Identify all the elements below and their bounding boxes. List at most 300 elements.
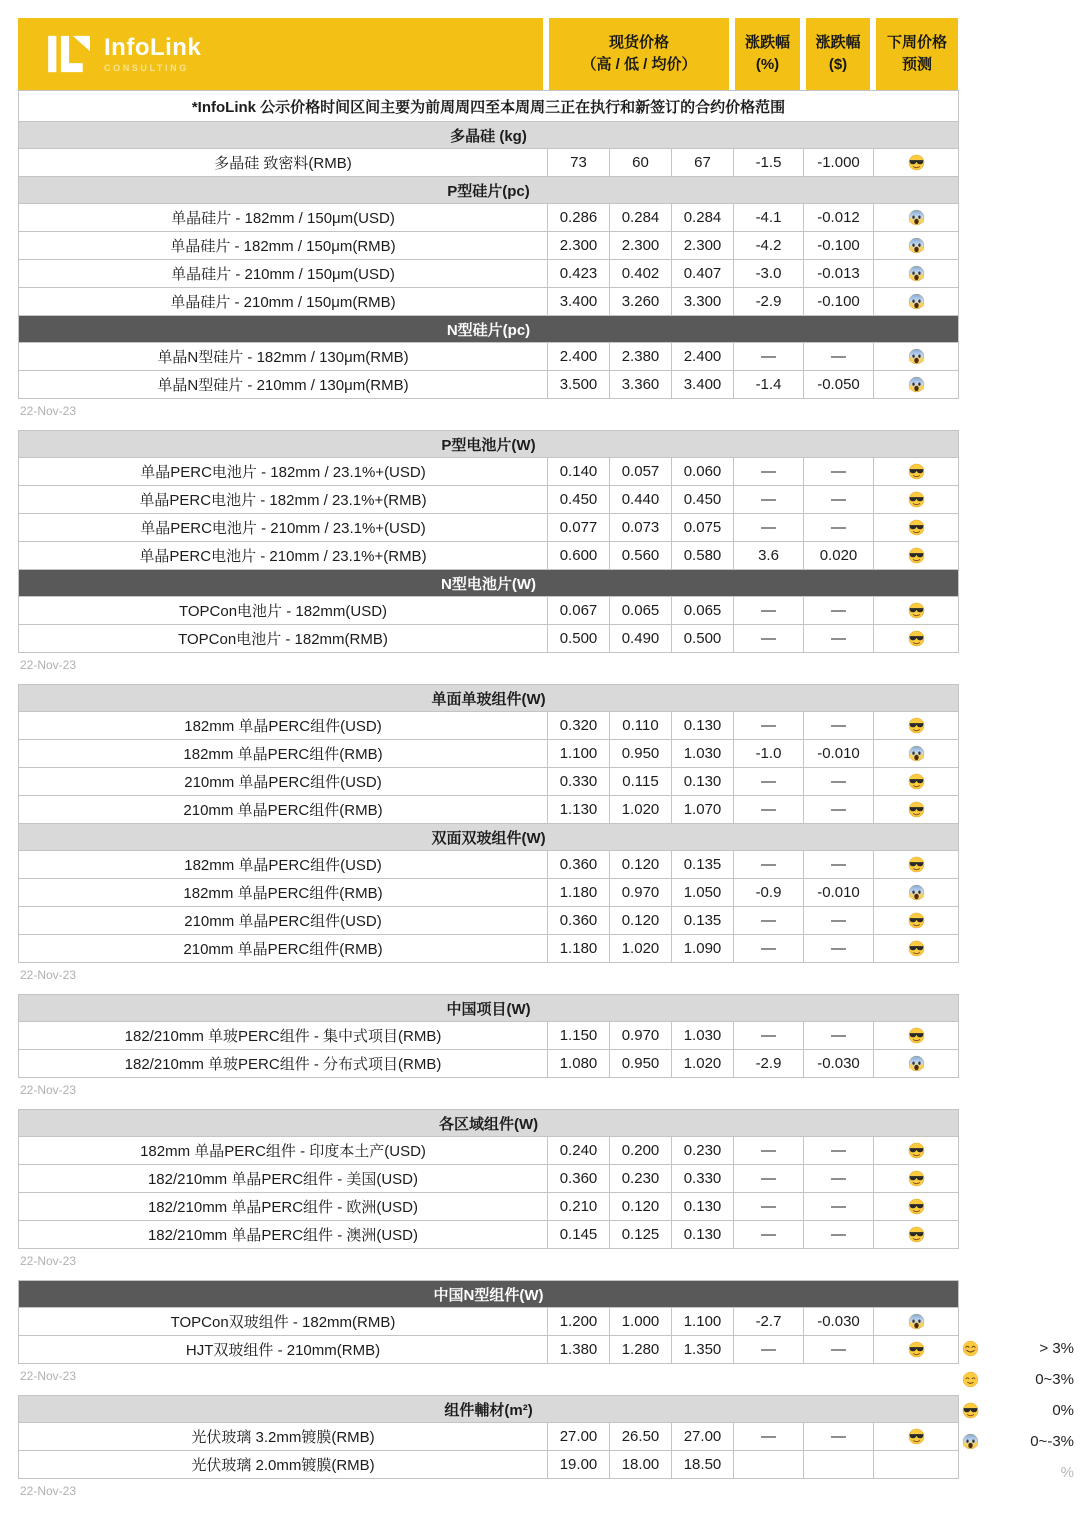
legend-label: 0~-3%	[1030, 1433, 1074, 1450]
price-low: 0.970	[610, 879, 672, 907]
price-avg: 0.330	[672, 1165, 734, 1193]
price-table-block-5	[18, 1109, 959, 1249]
forecast-cell	[874, 486, 959, 514]
change-usd: —	[804, 343, 874, 371]
forecast-cell	[874, 1451, 959, 1479]
sunglasses-emoji-icon	[908, 1170, 925, 1187]
price-row	[19, 204, 959, 232]
price-avg: 0.130	[672, 712, 734, 740]
product-label: 210mm 单晶PERC组件(USD)	[19, 907, 548, 935]
change-usd: -0.100	[804, 288, 874, 316]
legend-label: 0%	[1052, 1402, 1074, 1419]
price-row	[19, 458, 959, 486]
price-high: 3.500	[548, 371, 610, 399]
price-high: 19.00	[548, 1451, 610, 1479]
product-label: 210mm 单晶PERC组件(RMB)	[19, 796, 548, 824]
change-pct: —	[734, 1336, 804, 1364]
price-row	[19, 371, 959, 399]
price-row	[19, 1022, 959, 1050]
price-low: 0.110	[610, 712, 672, 740]
price-avg: 2.400	[672, 343, 734, 371]
price-avg: 0.407	[672, 260, 734, 288]
change-pct: 3.6	[734, 542, 804, 570]
price-row	[19, 1308, 959, 1336]
price-avg: 1.020	[672, 1050, 734, 1078]
change-pct: —	[734, 1137, 804, 1165]
date-label: 22-Nov-23	[20, 1369, 77, 1383]
change-pct: -2.9	[734, 1050, 804, 1078]
product-label: 单晶硅片 - 210mm / 150μm(RMB)	[19, 288, 548, 316]
forecast-cell	[874, 907, 959, 935]
price-avg: 1.050	[672, 879, 734, 907]
forecast-cell	[874, 1336, 959, 1364]
price-row	[19, 288, 959, 316]
col-header-usd-line1: 涨跌幅	[815, 33, 861, 51]
section-header-row	[19, 431, 959, 458]
change-usd: —	[804, 1022, 874, 1050]
product-label: 210mm 单晶PERC组件(RMB)	[19, 935, 548, 963]
forecast-cell	[874, 597, 959, 625]
price-high: 2.300	[548, 232, 610, 260]
price-avg: 27.00	[672, 1423, 734, 1451]
price-row	[19, 935, 959, 963]
change-pct: —	[734, 907, 804, 935]
price-high: 0.360	[548, 851, 610, 879]
price-avg: 1.350	[672, 1336, 734, 1364]
change-pct: -2.7	[734, 1308, 804, 1336]
price-high: 1.200	[548, 1308, 610, 1336]
price-row	[19, 232, 959, 260]
legend-item	[962, 1395, 1074, 1426]
section-header-row	[19, 122, 959, 149]
col-header-forecast	[876, 18, 958, 90]
section-header: 单面单玻组件(W)	[19, 685, 959, 712]
sunglasses-emoji-icon	[908, 1341, 925, 1358]
col-header-spot-price	[549, 18, 729, 90]
price-avg: 18.50	[672, 1451, 734, 1479]
price-avg: 1.070	[672, 796, 734, 824]
legend-label: 0~3%	[1035, 1371, 1074, 1388]
price-low: 1.020	[610, 796, 672, 824]
price-high: 2.400	[548, 343, 610, 371]
price-high: 1.150	[548, 1022, 610, 1050]
change-usd: -0.012	[804, 204, 874, 232]
logo-subtext: CONSULTING	[104, 62, 189, 73]
section-header-row	[19, 1396, 959, 1423]
product-label: 182/210mm 单晶PERC组件 - 美国(USD)	[19, 1165, 548, 1193]
change-usd: —	[804, 796, 874, 824]
scream-emoji-icon-wrap	[962, 1432, 981, 1451]
product-label: TOPCon电池片 - 182mm(RMB)	[19, 625, 548, 653]
price-avg: 0.065	[672, 597, 734, 625]
change-pct: —	[734, 343, 804, 371]
price-avg: 3.300	[672, 288, 734, 316]
sunglasses-emoji-icon	[908, 912, 925, 929]
section-header: P型硅片(pc)	[19, 177, 959, 204]
price-avg: 0.284	[672, 204, 734, 232]
price-high: 3.400	[548, 288, 610, 316]
section-header-row	[19, 1110, 959, 1137]
price-avg: 0.060	[672, 458, 734, 486]
table-header-banner	[18, 18, 958, 90]
change-pct: -1.4	[734, 371, 804, 399]
product-label: 单晶N型硅片 - 210mm / 130μm(RMB)	[19, 371, 548, 399]
price-high: 0.500	[548, 625, 610, 653]
product-label: 182/210mm 单玻PERC组件 - 分布式项目(RMB)	[19, 1050, 548, 1078]
section-header: 中国N型组件(W)	[19, 1281, 959, 1308]
change-usd: —	[804, 1423, 874, 1451]
price-row	[19, 1137, 959, 1165]
change-pct: -1.5	[734, 149, 804, 177]
price-row	[19, 1336, 959, 1364]
price-low: 0.120	[610, 851, 672, 879]
price-low: 0.200	[610, 1137, 672, 1165]
product-label: 单晶硅片 - 182mm / 150μm(USD)	[19, 204, 548, 232]
price-low: 26.50	[610, 1423, 672, 1451]
price-row	[19, 851, 959, 879]
price-high: 27.00	[548, 1423, 610, 1451]
price-avg: 1.090	[672, 935, 734, 963]
forecast-cell	[874, 1050, 959, 1078]
scream-emoji-icon	[908, 1313, 925, 1330]
price-avg: 0.130	[672, 1221, 734, 1249]
price-high: 0.145	[548, 1221, 610, 1249]
change-pct: —	[734, 1221, 804, 1249]
price-row	[19, 768, 959, 796]
product-label: TOPCon双玻组件 - 182mm(RMB)	[19, 1308, 548, 1336]
price-low: 2.300	[610, 232, 672, 260]
col-header-change-usd	[806, 18, 870, 90]
forecast-cell	[874, 1165, 959, 1193]
sunglasses-emoji-icon	[962, 1402, 979, 1419]
price-high: 1.100	[548, 740, 610, 768]
change-pct: -4.2	[734, 232, 804, 260]
section-header-row	[19, 177, 959, 204]
price-low: 0.970	[610, 1022, 672, 1050]
forecast-cell	[874, 232, 959, 260]
price-row	[19, 1221, 959, 1249]
legend-item	[962, 1333, 1074, 1364]
section-header-row	[19, 824, 959, 851]
price-low: 0.402	[610, 260, 672, 288]
product-label: 182mm 单晶PERC组件(RMB)	[19, 740, 548, 768]
forecast-cell	[874, 1022, 959, 1050]
price-row	[19, 740, 959, 768]
change-pct: -4.1	[734, 204, 804, 232]
price-low: 0.230	[610, 1165, 672, 1193]
product-label: 182mm 单晶PERC组件(RMB)	[19, 879, 548, 907]
price-low: 0.120	[610, 1193, 672, 1221]
section-header: N型电池片(W)	[19, 570, 959, 597]
change-usd: —	[804, 1165, 874, 1193]
forecast-cell	[874, 343, 959, 371]
change-usd: —	[804, 935, 874, 963]
sunglasses-emoji-icon	[908, 1198, 925, 1215]
price-row	[19, 1165, 959, 1193]
change-pct	[734, 1451, 804, 1479]
smile-emoji-icon-wrap	[962, 1339, 981, 1358]
price-row	[19, 260, 959, 288]
scream-emoji-icon	[908, 348, 925, 365]
change-usd: -0.010	[804, 740, 874, 768]
price-row	[19, 879, 959, 907]
product-label: 单晶硅片 - 182mm / 150μm(RMB)	[19, 232, 548, 260]
forecast-cell	[874, 768, 959, 796]
price-low: 60	[610, 149, 672, 177]
change-usd: —	[804, 486, 874, 514]
product-label: 182mm 单晶PERC组件(USD)	[19, 712, 548, 740]
sunglasses-emoji-icon	[908, 154, 925, 171]
sunglasses-emoji-icon	[908, 547, 925, 564]
date-label: 22-Nov-23	[20, 404, 77, 418]
sunglasses-emoji-icon	[908, 1027, 925, 1044]
section-header-row	[19, 995, 959, 1022]
change-usd: -0.010	[804, 879, 874, 907]
price-table-block-3	[18, 684, 959, 963]
change-usd: —	[804, 1221, 874, 1249]
price-table-block-1	[18, 90, 959, 399]
price-avg: 1.030	[672, 740, 734, 768]
note-row	[19, 91, 959, 122]
section-header: 各区域组件(W)	[19, 1110, 959, 1137]
section-header-row	[19, 1281, 959, 1308]
legend-item	[962, 1426, 1074, 1457]
price-avg: 2.300	[672, 232, 734, 260]
price-row	[19, 712, 959, 740]
price-high: 1.180	[548, 935, 610, 963]
product-label: 单晶PERC电池片 - 182mm / 23.1%+(USD)	[19, 458, 548, 486]
scream-emoji-icon	[908, 1055, 925, 1072]
price-high: 1.180	[548, 879, 610, 907]
scream-emoji-icon	[962, 1433, 979, 1450]
price-row	[19, 597, 959, 625]
forecast-cell	[874, 740, 959, 768]
product-label: 单晶PERC电池片 - 182mm / 23.1%+(RMB)	[19, 486, 548, 514]
price-low: 0.560	[610, 542, 672, 570]
col-header-forecast-line1: 下周价格	[886, 33, 947, 51]
product-label: 光伏玻璃 3.2mm镀膜(RMB)	[19, 1423, 548, 1451]
product-label: HJT双玻组件 - 210mm(RMB)	[19, 1336, 548, 1364]
forecast-cell	[874, 851, 959, 879]
change-pct: —	[734, 625, 804, 653]
col-header-spot-line1: 现货价格	[608, 33, 669, 51]
price-row	[19, 907, 959, 935]
price-low: 0.073	[610, 514, 672, 542]
price-row	[19, 1451, 959, 1479]
price-row	[19, 486, 959, 514]
price-avg: 1.100	[672, 1308, 734, 1336]
forecast-cell	[874, 458, 959, 486]
logo-text	[104, 33, 202, 73]
date-label: 22-Nov-23	[20, 658, 77, 672]
change-pct: —	[734, 1165, 804, 1193]
price-low: 0.490	[610, 625, 672, 653]
infolink-logo	[18, 18, 543, 90]
price-avg: 0.135	[672, 851, 734, 879]
product-label: TOPCon电池片 - 182mm(USD)	[19, 597, 548, 625]
section-header: 中国项目(W)	[19, 995, 959, 1022]
forecast-cell	[874, 1137, 959, 1165]
price-avg: 0.580	[672, 542, 734, 570]
change-usd: -1.000	[804, 149, 874, 177]
sunglasses-emoji-icon	[908, 491, 925, 508]
forecast-cell	[874, 796, 959, 824]
sunglasses-emoji-icon	[908, 940, 925, 957]
change-usd: —	[804, 625, 874, 653]
scream-emoji-icon	[908, 265, 925, 282]
price-low: 2.380	[610, 343, 672, 371]
price-high: 1.080	[548, 1050, 610, 1078]
change-usd: -0.030	[804, 1050, 874, 1078]
price-table-block-6	[18, 1280, 959, 1364]
forecast-cell	[874, 1423, 959, 1451]
scream-emoji-icon	[908, 376, 925, 393]
col-header-pct-line1: 涨跌幅	[744, 33, 790, 51]
price-low: 0.440	[610, 486, 672, 514]
change-usd: —	[804, 712, 874, 740]
change-usd: —	[804, 458, 874, 486]
scream-emoji-icon	[908, 745, 925, 762]
price-avg: 0.450	[672, 486, 734, 514]
forecast-cell	[874, 149, 959, 177]
price-low: 0.125	[610, 1221, 672, 1249]
price-high: 0.286	[548, 204, 610, 232]
change-usd: -0.030	[804, 1308, 874, 1336]
price-high: 0.077	[548, 514, 610, 542]
product-label: 182mm 单晶PERC组件 - 印度本土产(USD)	[19, 1137, 548, 1165]
price-row	[19, 1050, 959, 1078]
product-label: 182/210mm 单晶PERC组件 - 欧洲(USD)	[19, 1193, 548, 1221]
change-pct: -3.0	[734, 260, 804, 288]
price-avg: 0.130	[672, 1193, 734, 1221]
price-avg: 1.030	[672, 1022, 734, 1050]
col-header-pct-line2: (%)	[755, 56, 780, 73]
col-header-forecast-line2: 预测	[901, 56, 932, 73]
change-pct: -2.9	[734, 288, 804, 316]
smile-emoji-icon	[962, 1340, 979, 1357]
change-usd: —	[804, 1193, 874, 1221]
price-low: 18.00	[610, 1451, 672, 1479]
price-low: 0.950	[610, 1050, 672, 1078]
price-row	[19, 514, 959, 542]
change-usd: —	[804, 514, 874, 542]
price-low: 0.115	[610, 768, 672, 796]
date-label: 22-Nov-23	[20, 1254, 77, 1268]
prediction-legend	[962, 1333, 1074, 1488]
change-pct: -1.0	[734, 740, 804, 768]
product-label: 单晶PERC电池片 - 210mm / 23.1%+(USD)	[19, 514, 548, 542]
change-usd: —	[804, 907, 874, 935]
change-usd: —	[804, 1336, 874, 1364]
price-row	[19, 149, 959, 177]
price-high: 0.450	[548, 486, 610, 514]
price-high: 0.067	[548, 597, 610, 625]
price-row	[19, 343, 959, 371]
change-usd: -0.050	[804, 371, 874, 399]
sunglasses-emoji-icon	[908, 1226, 925, 1243]
section-header: P型电池片(W)	[19, 431, 959, 458]
product-label: 182/210mm 单玻PERC组件 - 集中式项目(RMB)	[19, 1022, 548, 1050]
date-label: 22-Nov-23	[20, 1484, 77, 1498]
price-table-block-4	[18, 994, 959, 1078]
price-high: 0.210	[548, 1193, 610, 1221]
price-high: 0.360	[548, 1165, 610, 1193]
forecast-cell	[874, 288, 959, 316]
legend-item	[962, 1364, 1074, 1395]
price-row	[19, 796, 959, 824]
change-pct: —	[734, 597, 804, 625]
legend-empty-icon	[962, 1463, 981, 1482]
product-label: 182/210mm 单晶PERC组件 - 澳洲(USD)	[19, 1221, 548, 1249]
product-label: 多晶硅 致密料(RMB)	[19, 149, 548, 177]
product-label: 光伏玻璃 2.0mm镀膜(RMB)	[19, 1451, 548, 1479]
price-high: 0.140	[548, 458, 610, 486]
price-row	[19, 542, 959, 570]
price-avg: 0.135	[672, 907, 734, 935]
legend-item	[962, 1457, 1074, 1488]
forecast-cell	[874, 879, 959, 907]
change-pct: —	[734, 796, 804, 824]
section-header: N型硅片(pc)	[19, 316, 959, 343]
sunglasses-emoji-icon	[908, 856, 925, 873]
price-low: 0.120	[610, 907, 672, 935]
product-label: 单晶PERC电池片 - 210mm / 23.1%+(RMB)	[19, 542, 548, 570]
price-avg: 0.500	[672, 625, 734, 653]
price-low: 3.360	[610, 371, 672, 399]
forecast-cell	[874, 260, 959, 288]
section-header-row	[19, 316, 959, 343]
price-low: 3.260	[610, 288, 672, 316]
product-label: 210mm 单晶PERC组件(USD)	[19, 768, 548, 796]
scream-emoji-icon	[908, 237, 925, 254]
change-pct: —	[734, 1423, 804, 1451]
forecast-cell	[874, 1221, 959, 1249]
change-usd: 0.020	[804, 542, 874, 570]
price-note: *InfoLink 公示价格时间区间主要为前周周四至本周周三正在执行和新签订的合约价格范围	[19, 91, 959, 122]
price-high: 0.240	[548, 1137, 610, 1165]
sunglasses-emoji-icon	[908, 717, 925, 734]
scream-emoji-icon	[908, 884, 925, 901]
product-label: 182mm 单晶PERC组件(USD)	[19, 851, 548, 879]
change-usd: —	[804, 768, 874, 796]
price-table-block-7	[18, 1395, 959, 1479]
sunglasses-emoji-icon	[908, 463, 925, 480]
col-header-change-pct	[735, 18, 800, 90]
report-content	[18, 18, 958, 1510]
price-table-block-2	[18, 430, 959, 653]
logo-wordmark: InfoLink	[104, 33, 202, 61]
change-pct: —	[734, 486, 804, 514]
legend-label: %	[1060, 1464, 1074, 1481]
price-low: 0.284	[610, 204, 672, 232]
price-low: 1.020	[610, 935, 672, 963]
legend-label: > 3%	[1039, 1340, 1074, 1357]
price-high: 0.360	[548, 907, 610, 935]
forecast-cell	[874, 625, 959, 653]
product-label: 单晶N型硅片 - 182mm / 130μm(RMB)	[19, 343, 548, 371]
change-pct: —	[734, 1022, 804, 1050]
col-header-spot-line2: （高 / 低 / 均价）	[581, 56, 697, 73]
date-label: 22-Nov-23	[20, 1083, 77, 1097]
sunglasses-emoji-icon-wrap	[962, 1401, 981, 1420]
price-high: 0.423	[548, 260, 610, 288]
scream-emoji-icon	[908, 293, 925, 310]
date-label: 22-Nov-23	[20, 968, 77, 982]
infolink-logo-icon	[48, 34, 92, 74]
section-header: 双面双玻组件(W)	[19, 824, 959, 851]
change-usd: -0.100	[804, 232, 874, 260]
price-high: 0.600	[548, 542, 610, 570]
